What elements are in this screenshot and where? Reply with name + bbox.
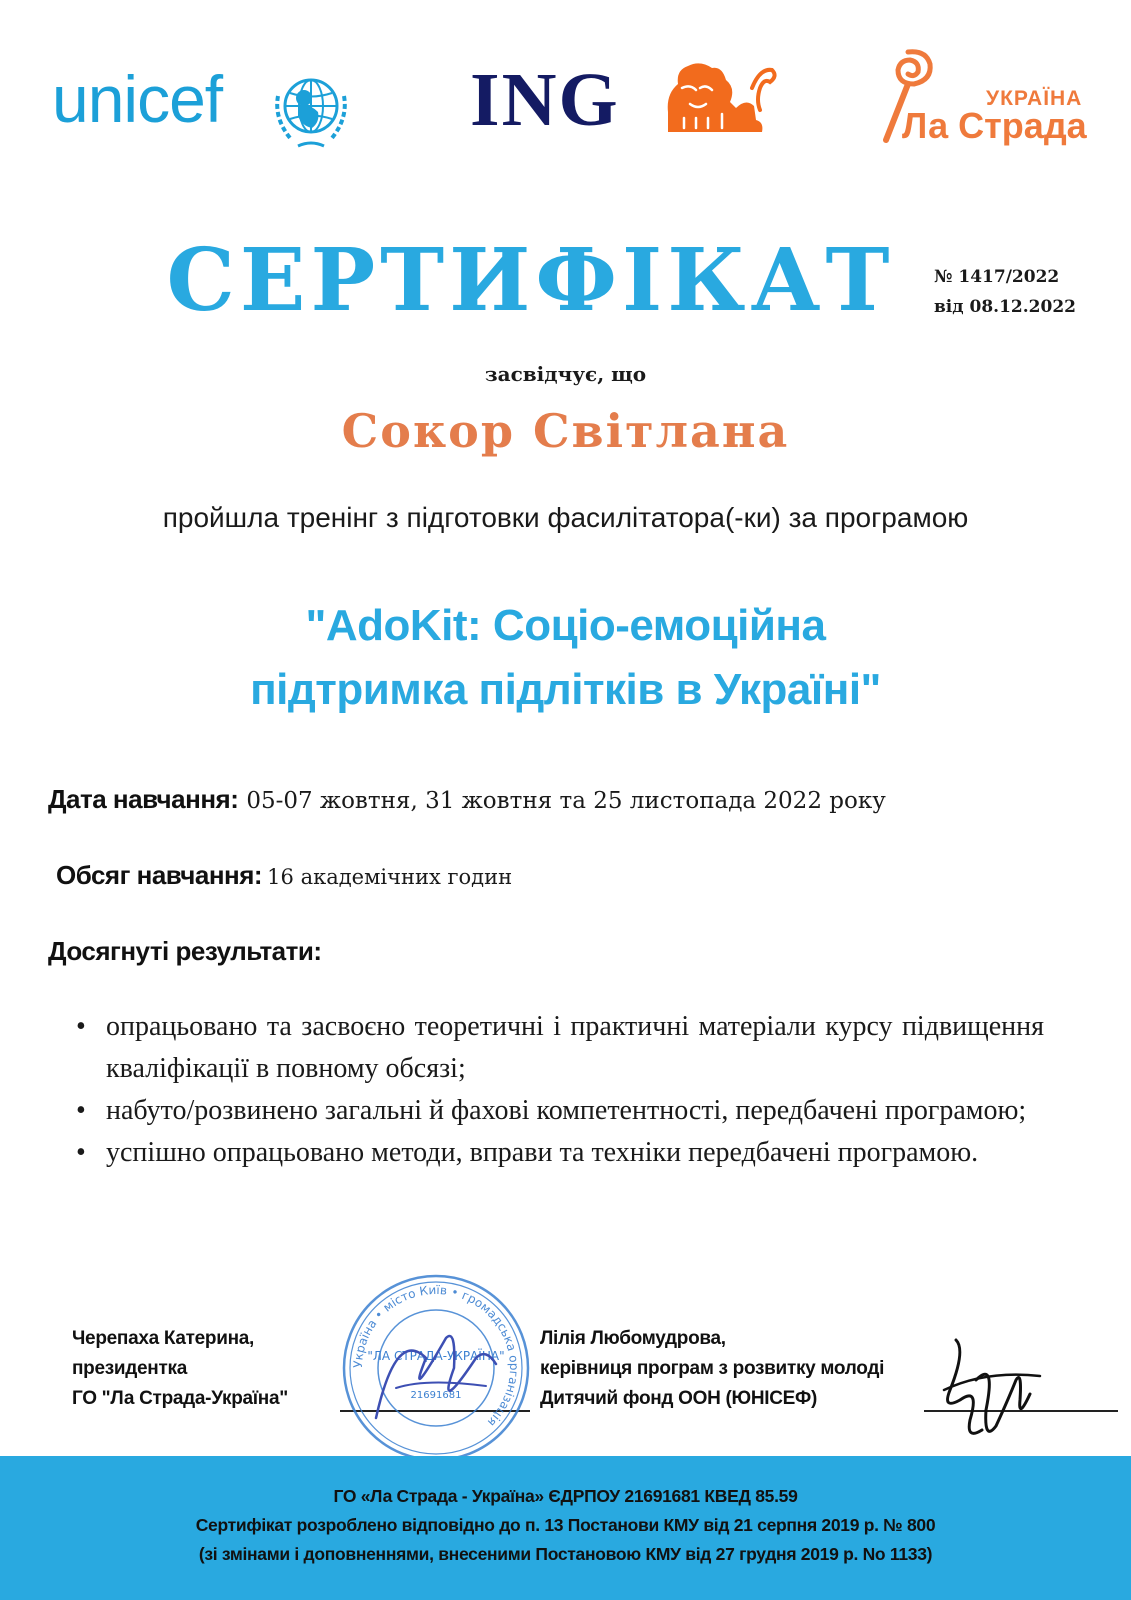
program-title-line-1: "AdoKit: Соціо-емоційна bbox=[305, 601, 826, 650]
footer-band bbox=[0, 1456, 1131, 1600]
left-signatory-role: президентка bbox=[72, 1358, 187, 1379]
right-signatory-role: керівниця програм з розвитку молоді bbox=[540, 1358, 885, 1379]
training-dates-label: Дата навчання: bbox=[48, 784, 239, 814]
footer-line-1: ГО «Ла Страда - Україна» ЄДРПОУ 21691681 КВЕД 85.59 bbox=[333, 1486, 798, 1506]
certificate-number: № 1417/2022 bbox=[934, 267, 1060, 287]
certificate-title-text: СЕРТИФІКАТ bbox=[166, 230, 895, 331]
passed-training-text: пройшла тренінг з підготовки фасилітатора(-ки) за програмою bbox=[162, 502, 969, 533]
list-item: • опрацьовано та засвоєно теоретичні і практичні матеріали курсу підвищення кваліфікації в повному обсязі; bbox=[106, 1006, 1044, 1090]
right-signatory-org: Дитячий фонд ООН (ЮНІСЕФ) bbox=[540, 1388, 817, 1409]
list-item: • набуто/розвинено загальні й фахові компетентності, передбачені програмою; bbox=[106, 1090, 1044, 1132]
training-volume bbox=[56, 860, 512, 891]
certifies-text: засвідчує, що bbox=[484, 362, 647, 386]
results-heading: Досягнуті результати: bbox=[48, 936, 322, 966]
right-signatory bbox=[540, 1324, 884, 1414]
results-list bbox=[76, 1006, 1044, 1174]
stamp-ring-text: Україна • місто Київ • громадська організація bbox=[350, 1282, 522, 1430]
la-strada-name: Ла Страда bbox=[902, 105, 1087, 146]
program-title-line-2: підтримка підлітків в Україні" bbox=[250, 665, 881, 714]
left-signatory-org: ГО "Ла Страда-Україна" bbox=[72, 1388, 288, 1409]
stamp-center-text: "ЛА СТРАДА-УКРАЇНА" bbox=[367, 1349, 505, 1363]
training-volume-value: 16 академічних годин bbox=[267, 865, 513, 889]
program-title bbox=[0, 594, 1131, 722]
footer-line-2: Сертифікат розроблено відповідно до п. 13 Постанови КМУ від 21 серпня 2019 р. № 800 bbox=[195, 1515, 936, 1535]
certificate-number-block bbox=[934, 262, 1076, 322]
left-signatory-name: Черепаха Катерина, bbox=[72, 1328, 255, 1349]
stamp-code: 21691681 bbox=[410, 1390, 462, 1401]
organization-stamp-icon bbox=[336, 1268, 536, 1468]
training-dates-value: 05-07 жовтня, 31 жовтня та 25 листопада 2022 року bbox=[246, 788, 886, 814]
handwritten-signature-icon bbox=[936, 1330, 1046, 1450]
list-item: • успішно опрацьовано методи, вправи та техніки передбачені програмою. bbox=[106, 1132, 1044, 1174]
ing-logo-text: ING bbox=[470, 58, 620, 142]
training-dates bbox=[48, 784, 886, 815]
training-volume-label: Обсяг навчання: bbox=[56, 860, 263, 890]
certificate-date: від 08.12.2022 bbox=[934, 297, 1076, 317]
right-signatory-name: Лілія Любомудрова, bbox=[540, 1328, 726, 1349]
footer-line-3: (зі змінами і доповненнями, внесеними Постановою КМУ від 27 грудня 2019 р. No 1133) bbox=[198, 1544, 933, 1564]
left-signatory bbox=[72, 1324, 288, 1414]
ing-lion-icon bbox=[660, 58, 778, 138]
recipient-name: Сокор Світлана bbox=[341, 404, 790, 458]
la-strada-country: УКРАЇНА bbox=[986, 87, 1083, 110]
unicef-logo-text: unicef bbox=[52, 62, 223, 136]
unicef-emblem-icon bbox=[268, 66, 354, 152]
